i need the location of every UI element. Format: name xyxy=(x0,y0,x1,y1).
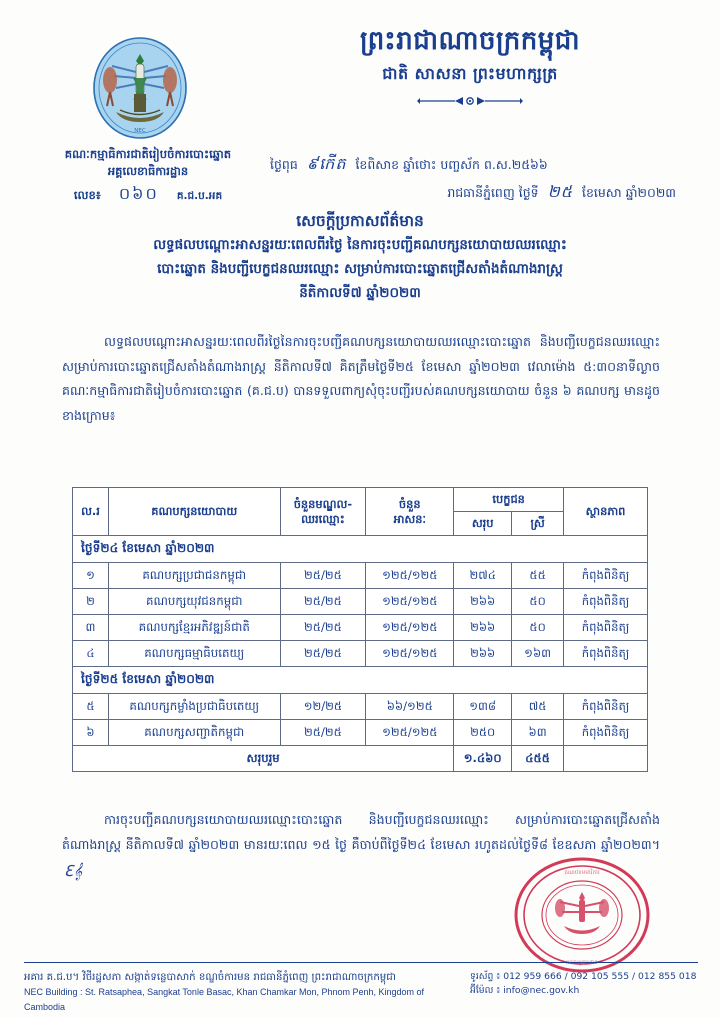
date-band-label-1: ថ្ងៃទី២៤ ខែមេសា ឆ្នាំ២០២៣ xyxy=(73,536,648,563)
ornamental-divider-icon xyxy=(415,95,525,107)
header-constituency-line-1: ចំនួនមណ្ឌល- xyxy=(293,496,353,511)
results-table-container xyxy=(72,487,648,772)
header-constituency xyxy=(280,488,366,536)
row-status: កំពុងពិនិត្យ xyxy=(564,615,648,641)
row-seats: ៦៦/១២៥ xyxy=(366,694,454,720)
total-label: សរុបរួម xyxy=(73,746,454,772)
row-status: កំពុងពិនិត្យ xyxy=(564,589,648,615)
row-no: ៥ xyxy=(73,694,109,720)
header-constituency-line-2: ឈរឈ្មោះ xyxy=(301,511,345,526)
header-no: ល.រ xyxy=(73,488,109,536)
header-candidates: បេក្ខជន xyxy=(454,488,564,512)
gregorian-date-prefix: រាជធានីភ្នំពេញ ថ្ងៃទី xyxy=(447,185,539,200)
row-seats: ១២៥/១២៥ xyxy=(366,615,454,641)
lunar-date-line xyxy=(270,150,690,178)
footer-phone xyxy=(470,970,698,984)
kingdom-heading xyxy=(250,26,690,107)
table-row xyxy=(73,720,648,746)
table-row xyxy=(73,694,648,720)
row-status: កំពុងពិនិត្យ xyxy=(564,641,648,667)
footer-address xyxy=(24,970,464,1014)
row-seats: ១២៥/១២៥ xyxy=(366,641,454,667)
page-title: សេចក្តីប្រកាសព័ត៌មាន xyxy=(296,212,424,230)
total-female: ៤៥៥ xyxy=(512,746,564,772)
date-band-row-1 xyxy=(73,536,648,563)
header-party: គណបក្សនយោបាយ xyxy=(108,488,280,536)
document-number-label: លេខ៖ xyxy=(73,188,101,203)
body-paragraph-1-text: លទ្ធផលបណ្តោះអាសន្នរយៈពេលពីរថ្ងៃនៃការចុះបញ្ជីគណបក្សនយោបាយឈរឈ្មោះបោះឆ្នោត និងបញ្ជីបេក្ខជនឈរឈ្មោះ សម្រាប់ការបោះឆ្នោតជ្រើសតាំងតំណាងរាស្ត្រ នីតិកាលទី៧ គិតត្រឹមថ្ងៃទី២៥ ខែមេសា ឆ្នាំ២០២៣ វេលាម៉ោង ៥:៣០នាទីល្ងាច គណៈកម្មាធិការជាតិរៀបចំការបោះឆ្នោត (គ.ជ.ប) បានទទួលពាក្យសុំចុះបញ្ជីរបស់គណបក្សនយោបាយ ចំនួន ៦ គណបក្ស មានដូចខាងក្រោម៖ xyxy=(62,334,660,423)
body-paragraph-2 xyxy=(62,808,660,886)
org-name-line-1: គណៈកម្មាធិការជាតិរៀបចំការបោះឆ្នោត xyxy=(64,147,232,161)
footer-contact xyxy=(470,970,698,999)
row-candidates-total: ២៥០ xyxy=(454,720,512,746)
row-candidates-female: ៥៥ xyxy=(512,563,564,589)
total-candidates: ១.៤៦០ xyxy=(454,746,512,772)
party-registration-table xyxy=(72,487,648,772)
row-party: គណបក្សយុវជនកម្ពុជា xyxy=(108,589,280,615)
row-candidates-total: ២៦៦ xyxy=(454,641,512,667)
row-constituency: ១២/២៥ xyxy=(280,694,366,720)
subtitle-line-2: បោះឆ្នោត និងបញ្ជីបេក្ខជនឈរឈ្មោះ សម្រាប់ការបោះឆ្នោតជ្រើសតាំងតំណាងរាស្ត្រ xyxy=(157,261,563,278)
document-header xyxy=(0,22,720,212)
date-band-row-2 xyxy=(73,667,648,694)
gregorian-date-handwritten: ២៥ xyxy=(547,182,573,201)
row-no: ៦ xyxy=(73,720,109,746)
lunar-date-prefix: ថ្ងៃពុធ xyxy=(270,157,298,172)
header-seats-line-2: អាសនៈ xyxy=(393,511,426,526)
org-name-line-2: អគ្គលេខាធិការដ្ឋាន xyxy=(107,163,189,178)
document-number xyxy=(8,182,288,205)
row-party: គណបក្សធម្មាធិបតេយ្យ xyxy=(108,641,280,667)
subtitle-line-3: នីតិកាលទី៧ ឆ្នាំ២០២៣ xyxy=(299,284,421,301)
total-status-blank xyxy=(564,746,648,772)
footer-email xyxy=(470,984,698,999)
row-candidates-female: ៥០ xyxy=(512,589,564,615)
table-header xyxy=(73,488,648,536)
document-footer xyxy=(24,962,698,1014)
table-row xyxy=(73,641,648,667)
svg-text:គណឋខមមារិការ: គណឋខមមារិការ xyxy=(564,870,600,876)
subtitle-line-1: លទ្ធផលបណ្តោះអាសន្នរយៈពេលពីរថ្ងៃ នៃការចុះបញ្ជីគណបក្សនយោបាយឈរឈ្មោះ xyxy=(153,237,567,254)
row-candidates-female: ១៦៣ xyxy=(512,641,564,667)
handwritten-signature-icon: ℇ𝄞 xyxy=(64,862,83,881)
row-party: គណបក្សប្រជាជនកម្ពុជា xyxy=(108,563,280,589)
row-no: ១ xyxy=(73,563,109,589)
document-number-value: ០៦០ xyxy=(118,184,159,204)
document-number-suffix: គ.ជ.ប.អគ xyxy=(176,190,223,203)
date-band-label-2: ថ្ងៃទី២៥ ខែមេសា ឆ្នាំ២០២៣ xyxy=(73,667,648,694)
row-candidates-total: ២៦៦ xyxy=(454,615,512,641)
row-status: កំពុងពិនិត្យ xyxy=(564,720,648,746)
footer-email-value[interactable]: info@nec.gov.kh xyxy=(503,985,580,997)
footer-address-english: NEC Building : St. Ratsaphea, Sangkat Tonle Basac, Khan Chamkar Mon, Phnom Penh, Kingdom of Cambodia xyxy=(24,987,425,1012)
row-party: គណបក្សខ្មែរអភិវឌ្ឍន៍ជាតិ xyxy=(108,615,280,641)
header-candidates-total: សរុប xyxy=(454,512,512,536)
footer-phone-label: ទូរស័ព្ទ ៖ xyxy=(470,971,501,982)
table-row xyxy=(73,563,648,589)
row-constituency: ២៥/២៥ xyxy=(280,641,366,667)
row-candidates-total: ១៣៨ xyxy=(454,694,512,720)
header-seats-line-1: ចំនួន xyxy=(398,496,421,511)
row-seats: ១២៥/១២៥ xyxy=(366,563,454,589)
gregorian-date-line xyxy=(270,178,690,206)
row-seats: ១២៥/១២៥ xyxy=(366,589,454,615)
row-candidates-total: ២៦៦ xyxy=(454,589,512,615)
row-candidates-female: ៥០ xyxy=(512,615,564,641)
announcement-titles xyxy=(55,210,665,305)
cambodia-national-emblem-icon xyxy=(86,32,194,144)
svg-text:អកឆឡការដាន: អកឆឡការដាន xyxy=(566,960,598,966)
kingdom-title: ព្រះរាជាណាចក្រកម្ពុជា xyxy=(360,26,580,56)
row-party: គណបក្សកម្លាំងប្រជាធិបតេយ្យ xyxy=(108,694,280,720)
svg-text:NEC: NEC xyxy=(134,128,146,134)
lunar-date-handwritten: ៩កើត xyxy=(306,154,347,173)
kingdom-motto: ជាតិ សាសនា ព្រះមហាក្សត្រ xyxy=(382,64,558,84)
row-constituency: ២៥/២៥ xyxy=(280,563,366,589)
row-seats: ១២៥/១២៥ xyxy=(366,720,454,746)
table-header-row-1 xyxy=(73,488,648,512)
row-constituency: ២៥/២៥ xyxy=(280,589,366,615)
row-candidates-female: ៦៣ xyxy=(512,720,564,746)
table-row xyxy=(73,615,648,641)
row-no: ២ xyxy=(73,589,109,615)
row-no: ៣ xyxy=(73,615,109,641)
body-paragraph-2-text: ការចុះបញ្ជីគណបក្សនយោបាយឈរឈ្មោះបោះឆ្នោត និងបញ្ជីបេក្ខជនឈរឈ្មោះ សម្រាប់ការបោះឆ្នោតជ្រើសតាំងតំណាងរាស្ត្រ នីតិកាលទី៧ ឆ្នាំ២០២៣ មានរយៈពេល ១៥ ថ្ងៃ គឺចាប់ពីថ្ងៃទី២៤ ខែមេសា រហូតដល់ថ្ងៃទី៨ ខែឧសភា ឆ្នាំ២០២៣។ xyxy=(62,812,660,852)
row-status: កំពុងពិនិត្យ xyxy=(564,563,648,589)
header-seats xyxy=(366,488,454,536)
table-row xyxy=(73,589,648,615)
gregorian-date-rest: ខែមេសា ឆ្នាំ២០២៣ xyxy=(581,185,676,200)
header-candidates-female: ស្រី xyxy=(512,512,564,536)
row-candidates-female: ៧៥ xyxy=(512,694,564,720)
row-constituency: ២៥/២៥ xyxy=(280,720,366,746)
footer-address-khmer: អគារ គ.ជ.ប។ វិថីរដ្ឋសភា សង្កាត់ទន្លេបាសាក់ ខណ្ឌចំការមន រាជធានីភ្នំពេញ ព្រះរាជាណាចក្រកម្ពុជា xyxy=(24,972,396,983)
lunar-date-rest: ខែពិសាខ ឆ្នាំថោះ បញ្ចស័ក ព.ស.២៥៦៦ xyxy=(355,157,548,172)
table-total-row xyxy=(73,746,648,772)
issue-date-block xyxy=(270,150,690,206)
body-paragraph-1 xyxy=(62,330,660,428)
row-candidates-total: ២៧៤ xyxy=(454,563,512,589)
row-no: ៤ xyxy=(73,641,109,667)
table-body xyxy=(73,536,648,772)
footer-phone-value: 012 959 666 / 092 105 555 / 012 855 018 xyxy=(503,971,697,982)
issuing-organization xyxy=(8,146,288,206)
row-status: កំពុងពិនិត្យ xyxy=(564,694,648,720)
row-constituency: ២៥/២៥ xyxy=(280,615,366,641)
header-status: ស្ថានភាព xyxy=(564,488,648,536)
footer-email-label: អ៊ីម៉ែល ៖ xyxy=(470,985,501,997)
row-party: គណបក្សសញ្ជាតិកម្ពុជា xyxy=(108,720,280,746)
